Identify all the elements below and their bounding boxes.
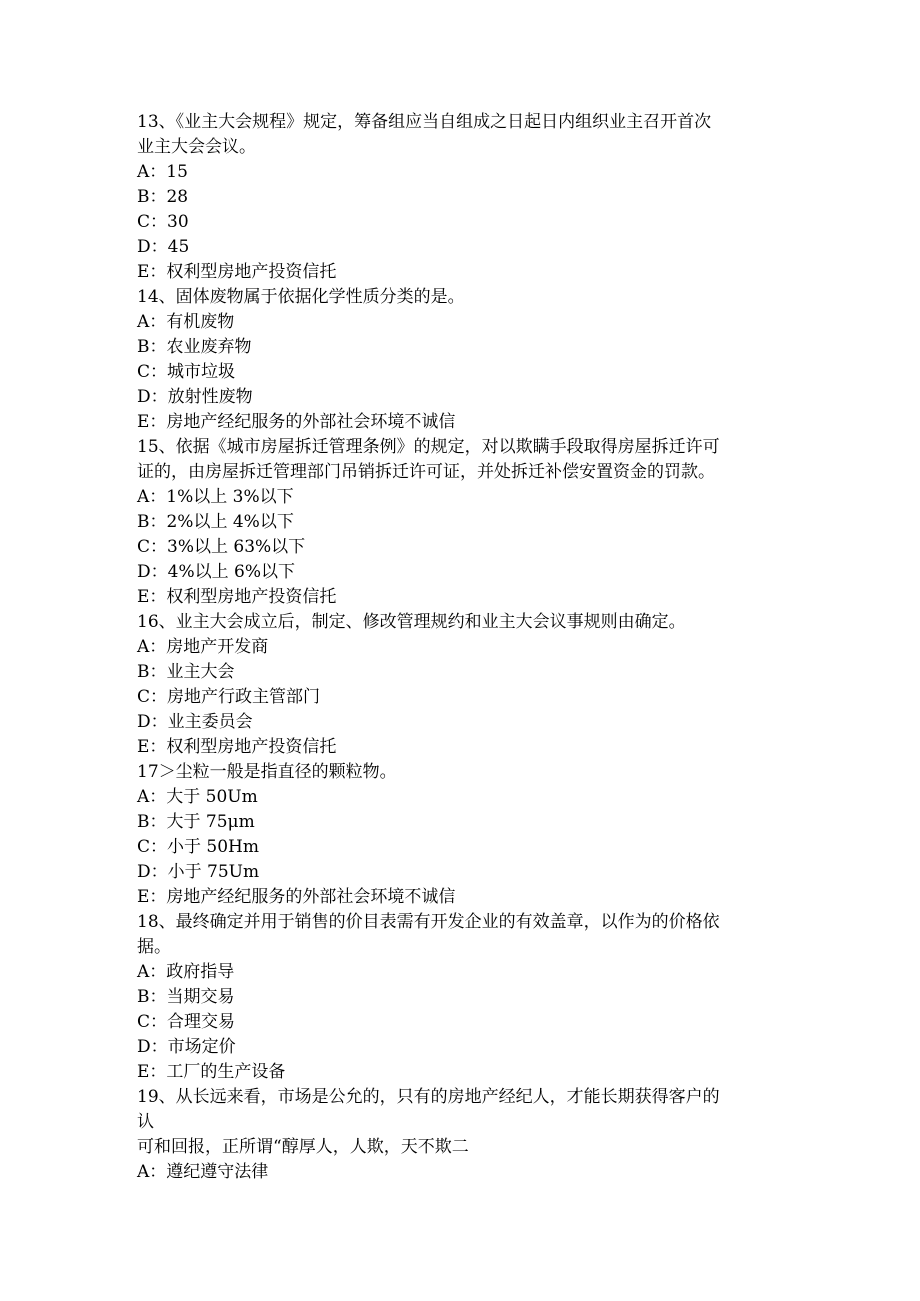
- question-14-text: 14、固体废物属于依据化学性质分类的是。: [137, 287, 465, 307]
- question-16-option-d: D：业主委员会: [137, 712, 253, 732]
- question-15-option-d: D：4%以上 6%以下: [137, 562, 295, 582]
- question-18-option-a: A：政府指导: [137, 962, 235, 982]
- question-15-text-line-2: 证的，由房屋拆迁管理部门吊销拆迁许可证，并处拆迁补偿安置资金的罚款。: [137, 462, 715, 482]
- question-15-option-a: A：1%以上 3%以下: [137, 487, 294, 507]
- question-19-text-line-1: 19、从长远来看，市场是公允的，只有的房地产经纪人，才能长期获得客户的: [137, 1087, 720, 1107]
- question-14-option-b: B：农业废弃物: [137, 337, 252, 357]
- question-19-text-line-3: 可和回报，正所谓“醇厚人，人欺，天不欺二: [137, 1137, 469, 1157]
- question-13-option-b: B：28: [137, 187, 189, 207]
- question-15-option-c: C：3%以上 63%以下: [137, 537, 306, 557]
- question-15-option-b: B：2%以上 4%以下: [137, 512, 294, 532]
- question-18-text-line-1: 18、最终确定并用于销售的价目表需有开发企业的有效盖章，以作为的价格依: [137, 912, 720, 932]
- question-13-option-a: A：15: [137, 162, 188, 182]
- question-18-text-line-2: 据。: [137, 937, 171, 957]
- question-17-option-b: B：大于 75μm: [137, 812, 255, 832]
- document-body: [137, 110, 787, 1185]
- question-14-option-d: D：放射性废物: [137, 387, 253, 407]
- question-13-option-e: E：权利型房地产投资信托: [137, 262, 337, 282]
- question-19-option-a: A：遵纪遵守法律: [137, 1162, 269, 1182]
- question-18-option-d: D：市场定价: [137, 1037, 236, 1057]
- question-17-option-a: A：大于 50Um: [137, 787, 258, 807]
- question-19-text-line-2: 认: [137, 1112, 154, 1132]
- question-14-option-e: E：房地产经纪服务的外部社会环境不诚信: [137, 412, 456, 432]
- question-17-option-c: C：小于 50Hm: [137, 837, 259, 857]
- question-14-option-c: C：城市垃圾: [137, 362, 236, 382]
- question-13-text-line-2: 业主大会会议。: [137, 137, 256, 157]
- question-15-option-e: E：权利型房地产投资信托: [137, 587, 337, 607]
- question-18-option-b: B：当期交易: [137, 987, 235, 1007]
- question-13-option-d: D：45: [137, 237, 190, 257]
- question-13-option-c: C：30: [137, 212, 189, 232]
- question-17-text: 17＞尘粒一般是指直径的颗粒物。: [137, 762, 397, 782]
- question-15-text-line-1: 15、依据《城市房屋拆迁管理条例》的规定，对以欺瞒手段取得房屋拆迁许可: [137, 437, 720, 457]
- question-14-option-a: A：有机废物: [137, 312, 235, 332]
- question-16-text: 16、业主大会成立后，制定、修改管理规约和业主大会议事规则由确定。: [137, 612, 686, 632]
- question-16-option-b: B：业主大会: [137, 662, 235, 682]
- question-16-option-c: C：房地产行政主管部门: [137, 687, 321, 707]
- question-18-option-c: C：合理交易: [137, 1012, 236, 1032]
- question-17-option-e: E：房地产经纪服务的外部社会环境不诚信: [137, 887, 456, 907]
- question-16-option-a: A：房地产开发商: [137, 637, 269, 657]
- question-13-text-line-1: 13、《业主大会规程》规定，筹备组应当自组成之日起日内组织业主召开首次: [137, 112, 712, 132]
- question-18-option-e: E：工厂的生产设备: [137, 1062, 286, 1082]
- question-17-option-d: D：小于 75Um: [137, 862, 260, 882]
- question-16-option-e: E：权利型房地产投资信托: [137, 737, 337, 757]
